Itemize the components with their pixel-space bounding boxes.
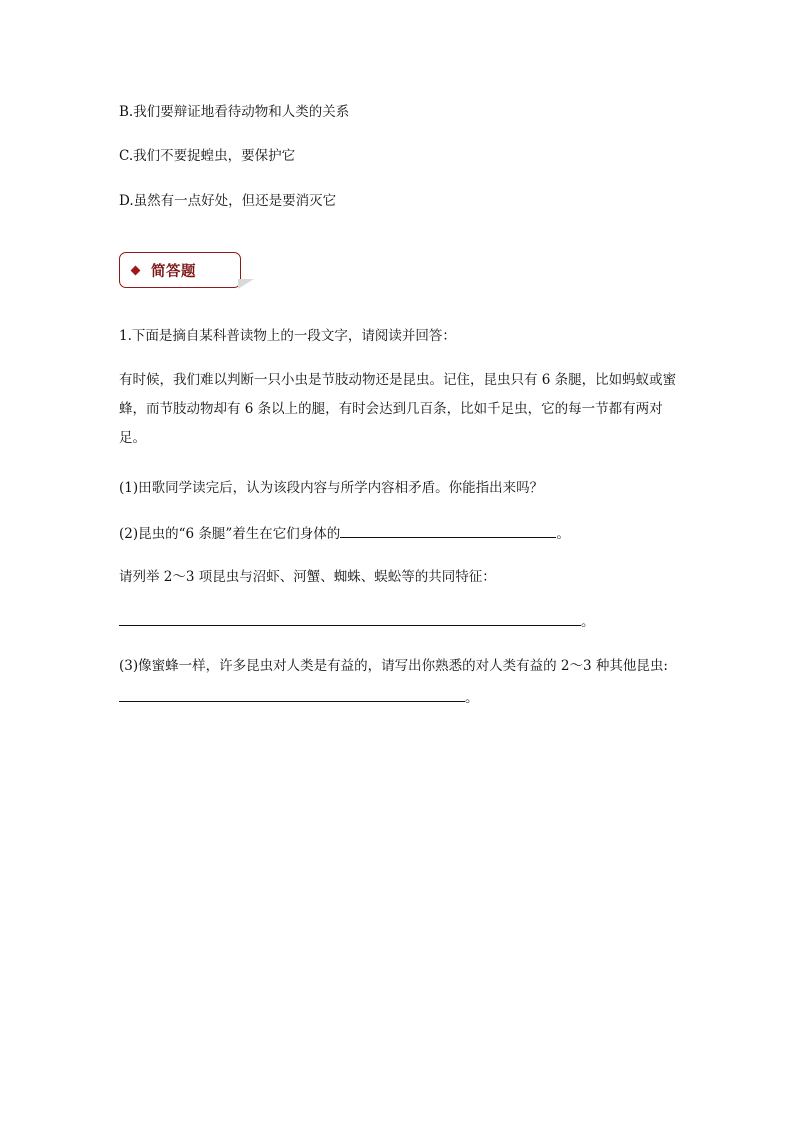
answer-blank-3[interactable] (119, 686, 465, 702)
question-intro: 1.下面是摘自某科普读物上的一段文字，请阅读并回答： (119, 328, 456, 344)
section-title: 简答题 (151, 263, 196, 280)
option-d: D.虽然有一点好处，但还是要消灭它 (119, 193, 337, 209)
diamond-icon (131, 265, 141, 275)
answer-blank-2-extra[interactable] (119, 610, 581, 626)
option-c: C.我们不要捉蝗虫，要保护它 (119, 148, 296, 164)
header-shadow-tail (238, 279, 254, 289)
question-2-end: 。 (556, 526, 570, 542)
answer-line-2-extra (119, 610, 595, 632)
question-3: (3)像蜜蜂一样，许多昆虫对人类是有益的，请写出你熟悉的对人类有益的 2～3 种其他昆虫: (119, 658, 668, 674)
question-passage: 有时候，我们难以判断一只小虫是节肢动物还是昆虫。记住，昆虫只有 6 条腿，比如蚂蚁或蜜蜂，而节肢动物却有 6 条以上的腿，有时会达到几百条，比如千足虫，它的每一节都有两对足。 (119, 372, 677, 446)
answer-line-3-end: 。 (465, 690, 479, 706)
section-header (119, 252, 241, 288)
question-2 (119, 522, 570, 544)
answer-line-2-extra-end: 。 (581, 614, 595, 630)
question-1: (1)田歌同学读完后，认为该段内容与所学内容相矛盾。你能指出来吗？ (119, 480, 544, 496)
answer-line-3 (119, 686, 479, 708)
option-b: B.我们要辩证地看待动物和人类的关系 (119, 104, 350, 120)
question-2-text: (2)昆虫的“6 条腿”着生在它们身体的 (119, 526, 341, 542)
question-2-extra: 请列举 2～3 项昆虫与沼虾、河蟹、蜘蛛、蜈蚣等的共同特征： (119, 569, 496, 585)
answer-blank-2[interactable] (340, 522, 556, 538)
